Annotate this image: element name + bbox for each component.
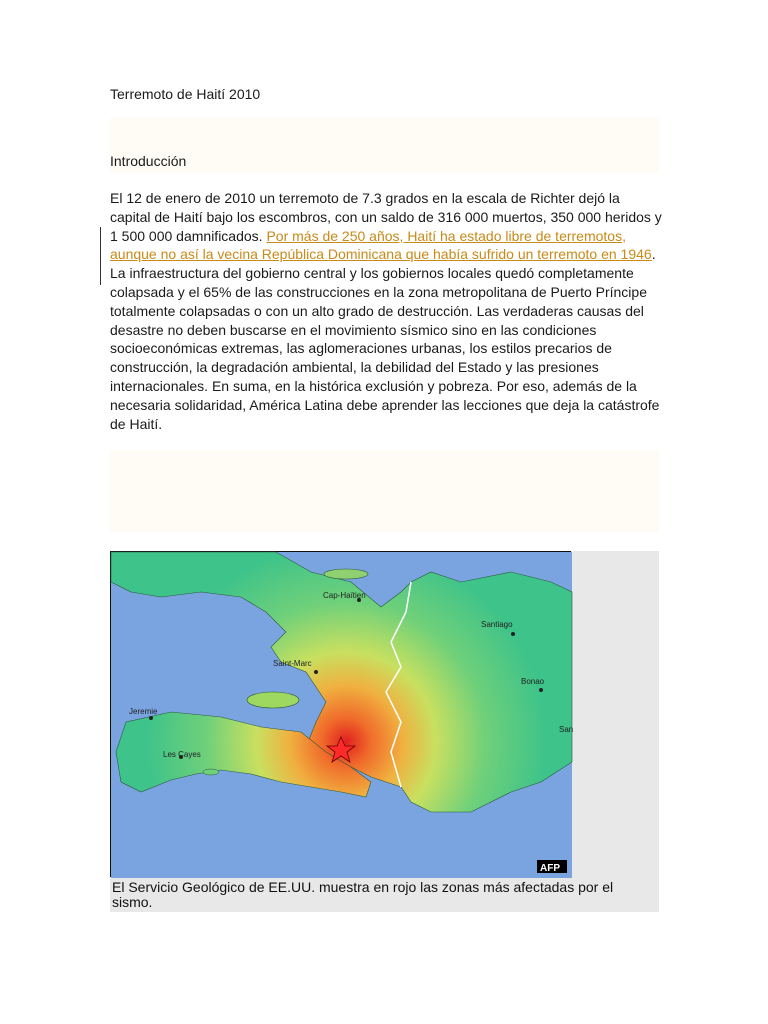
label-les-cayes: Les Cayes (163, 750, 201, 759)
change-marker (100, 227, 101, 285)
hispaniola-intensity-map (111, 552, 572, 878)
shaded-band-top (110, 118, 659, 173)
gonave-island (247, 692, 299, 708)
paragraph-text-end: . La infraestructura del gobierno central y los gobiernos locales quedó completamente colapsada y el 65% de las construcciones en la zona metropolitana de Puerto Príncipe totalmente colapsadas o con un alto grado de destrucción. Las verdaderas causas del desastre no deben buscarse en el movimiento sísmico sino en las condiciones socioeconómicas extremas, las aglomeraciones urbanas, los estilos precarios de construcción, la degradación ambiental, la debilidad del Estado y las presiones internacionales. En suma, en la histórica exclusión y pobreza. Por eso, además de la necesaria solidaridad, América Latina debe aprender las lecciones que deja la catástrofe de Haití. (110, 246, 660, 432)
intro-paragraph (110, 189, 662, 433)
shaded-band-middle (110, 450, 659, 532)
label-bonao: Bonao (521, 677, 545, 686)
paragraph-text-start: El 12 de enero de 2010 un terremoto de 7.3 grados en la escala de Richter dejó la capital de Haití bajo los escombros, con un saldo de 316 000 muertos, 350 000 heridos y 1 500 000 damnificados. (110, 190, 662, 244)
label-jeremie: Jeremie (129, 707, 158, 716)
afp-watermark: AFP (540, 863, 560, 874)
figure-caption: El Servicio Geológico de EE.UU. muestra en rojo las zonas más afectadas por el sismo. (112, 879, 614, 910)
label-san: San (559, 725, 574, 734)
document-title: Terremoto de Haití 2010 (110, 86, 261, 102)
earthquake-map (110, 551, 574, 877)
history-link[interactable]: Por más de 250 años, Haití ha estado libre de terremotos, aunque no así la vecina República Dominicana que había sufrido un terremoto en 1946 (110, 227, 652, 263)
label-cap-haitien: Cap-Haïtien (323, 591, 366, 600)
islet (203, 769, 219, 775)
intro-heading: Introducción (110, 153, 187, 169)
map-figure (110, 551, 659, 912)
tortuga-island (324, 569, 368, 579)
label-santiago: Santiago (481, 620, 513, 629)
label-saint-marc: Saint-Marc (273, 659, 312, 668)
